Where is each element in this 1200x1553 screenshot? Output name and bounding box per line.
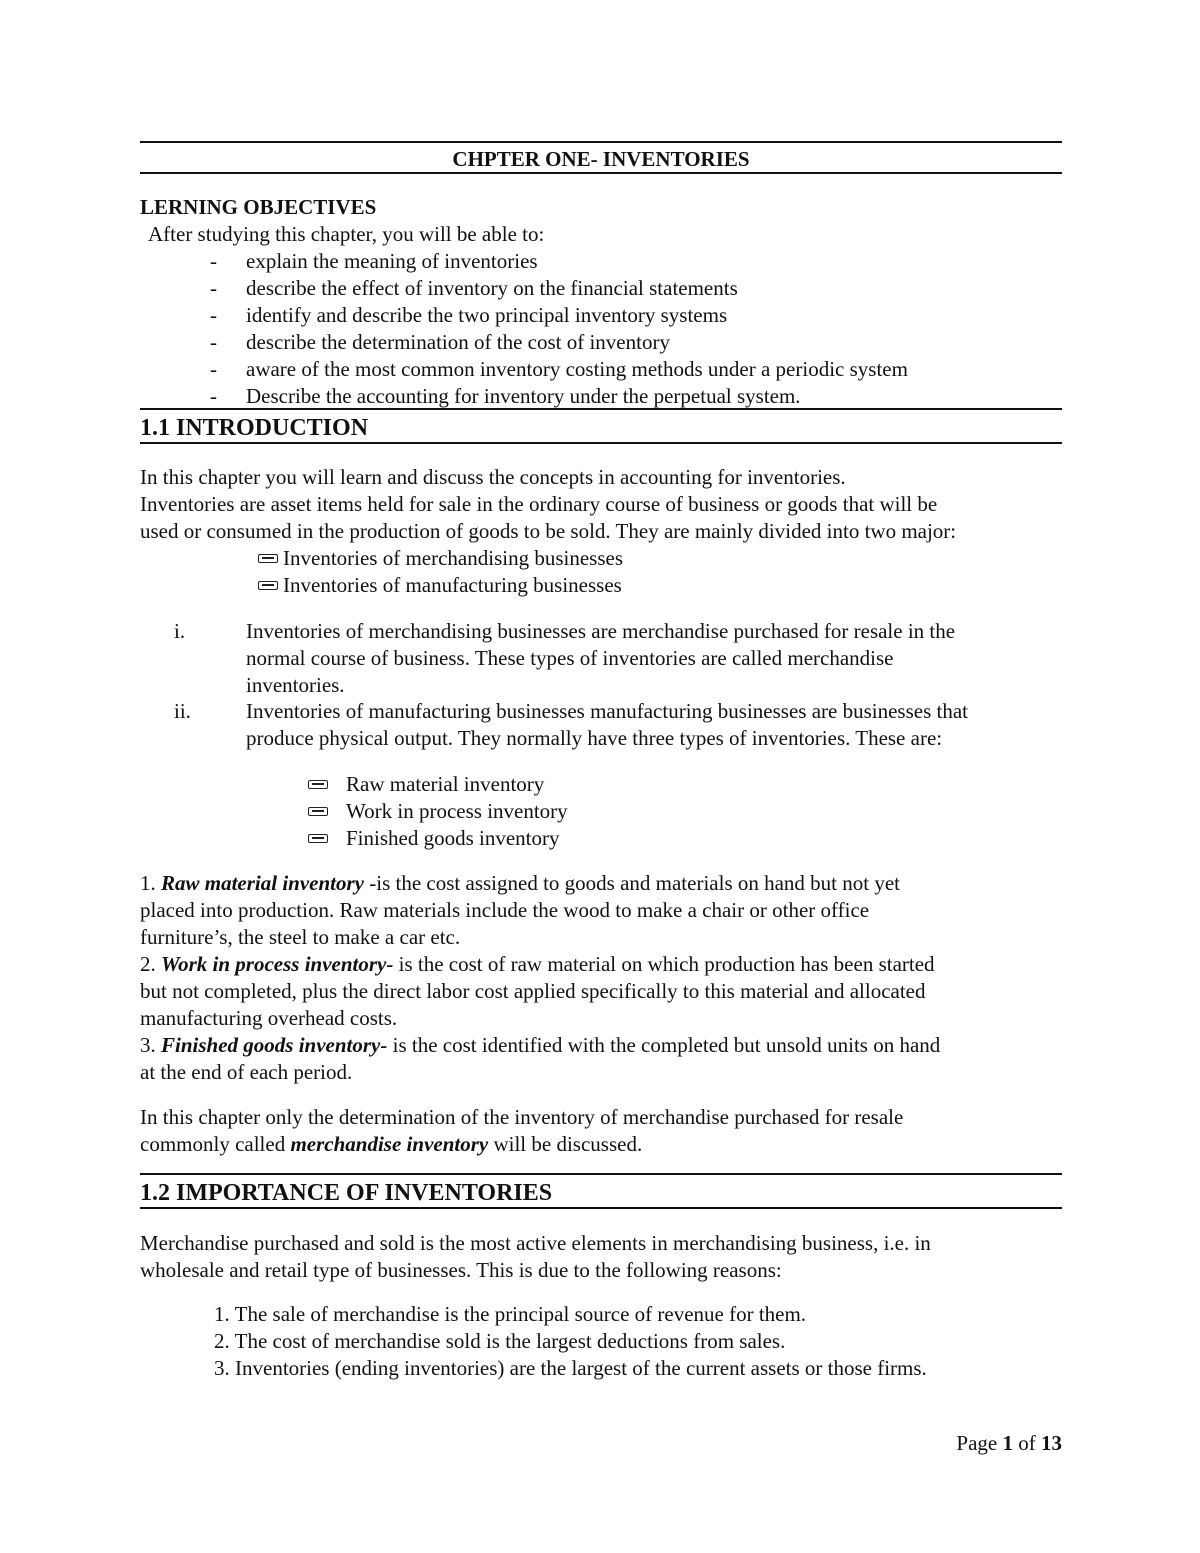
dash-marker: - — [210, 357, 217, 381]
list-item: 1. The sale of merchandise is the principal source of revenue for them. — [214, 1302, 807, 1326]
keyboard-bullet-icon — [258, 554, 278, 563]
objectives-heading: LERNING OBJECTIVES — [140, 195, 377, 219]
keyboard-bullet-icon — [308, 807, 328, 816]
keyboard-bullet-icon — [308, 780, 328, 789]
section-rule — [140, 1173, 1062, 1175]
list-item: Inventories of manufacturing businesses — [140, 572, 623, 599]
section-rule — [140, 408, 1062, 410]
page-number: Page 1 of 13 — [956, 1431, 1062, 1455]
definition-raw-material: 1. Raw material inventory -is the cost assigned to goods and materials on hand but not yet placed into production. Raw materials include the wood to make a chair or other office furniture’s, the steel to make a car etc. — [140, 871, 901, 949]
reasons-list — [214, 1301, 927, 1382]
list-item: Inventories of merchandising businesses — [140, 545, 623, 572]
title-bottom-rule — [140, 172, 1062, 174]
definition-work-in-process: 2. Work in process inventory- is the cost of raw material on which production has been started but not completed, plus the direct labor cost applied specifically to this material and allocated manufacturing overhead costs. — [140, 952, 935, 1030]
list-item: 2. The cost of merchandise sold is the largest deductions from sales. — [214, 1329, 786, 1353]
intro-paragraph: used or consumed in the production of goods to be sold. They are mainly divided into two major: — [140, 519, 957, 543]
importance-heading: 1.2 IMPORTANCE OF INVENTORIES — [140, 1180, 553, 1206]
list-item: - describe the effect of inventory on the financial statements — [210, 276, 738, 300]
importance-paragraph: Merchandise purchased and sold is the most active elements in merchandising business, i.e. in — [140, 1231, 931, 1255]
major-types-list — [140, 545, 623, 599]
list-item: - explain the meaning of inventories — [210, 249, 538, 273]
dash-marker: - — [210, 303, 217, 327]
document-page: CHPTER ONE- INVENTORIES LERNING OBJECTIVES After studying this chapter, you will be able to: - explain the meaning of inventories - describe the effect of inventory on the financial statements - identify and describe the two principal inventory systems - describe the determination of the cost of inventory - aware of the most common inventory costing methods under a periodic system - Describe the accounting for inventory under the perpetual system. 1.1 INTRODUCTION In this chapter you will learn and discuss the concepts in accounting for inventories. Inventories are asset items held for sale in the ordinary course of business or goods that will be used or consumed in the production of goods to be sold. They are mainly divided into two major: Inventories of merchandising businesses Inventories of manufacturing businesses i. Inventories of merchandising businesses are merchandise purchased for resale in the normal course of business. These types of inventories are called merchandise inventories. ii. Inventories of manufacturing businesses manufacturing businesses are businesses that produce physical output. They normally have three types of inventories. These are: Raw material inventory Work in process inventory Finished goods inventory 1. Raw material inventory -is the cost assigned to goods and materials on hand but not yet placed into production. Raw materials include the wood to make a chair or other office furniture’s, the steel to make a car etc. 2. Work in process inventory- is the cost of raw material on which production has been started but not completed, plus the direct labor cost applied specifically to this material and allocated manufacturing overhead costs. 3. Finished goods inventory- is the cost identified with the completed but unsold units on hand at the end of each period. In this chapter only the determination of the inventory of merchandise purchased for resale commonly called merchandise inventory will be discussed. 1.2 IMPORTANCE OF INVENTORIES Merchandise purchased and sold is the most active elements in merchandising business, i.e. in wholesale and retail type of businesses. This is due to the following reasons: 1. The sale of merchandise is the principal source of revenue for them. 2. The cost of merchandise sold is the largest deductions from sales. 3. Inventories (ending inventories) are the largest of the current assets or those firms. Page 1 of 13 — [140, 0, 1062, 1553]
list-item: Finished goods inventory — [140, 825, 568, 852]
title-top-rule — [140, 141, 1062, 143]
importance-paragraph: wholesale and retail type of businesses. This is due to the following reasons: — [140, 1258, 782, 1282]
list-item: 3. Inventories (ending inventories) are the largest of the current assets or those firms. — [214, 1356, 927, 1380]
dash-marker: - — [210, 276, 217, 300]
intro-paragraph: In this chapter you will learn and discuss the concepts in accounting for inventories. — [140, 465, 846, 489]
objectives-list — [140, 248, 908, 410]
list-item: - Describe the accounting for inventory under the perpetual system. — [210, 384, 801, 408]
keyboard-bullet-icon — [258, 581, 278, 590]
list-item: - describe the determination of the cost of inventory — [210, 330, 670, 354]
keyboard-bullet-icon — [308, 834, 328, 843]
list-item: Work in process inventory — [140, 798, 568, 825]
dash-marker: - — [210, 384, 217, 408]
definition-finished-goods: 3. Finished goods inventory- is the cost identified with the completed but unsold units on hand at the end of each period. — [140, 1033, 941, 1084]
intro-paragraph: Inventories are asset items held for sale in the ordinary course of business or goods that will be — [140, 492, 938, 516]
chapter-title: CHPTER ONE- INVENTORIES — [452, 147, 750, 171]
objectives-intro: After studying this chapter, you will be able to: — [148, 222, 545, 246]
introduction-heading: 1.1 INTRODUCTION — [140, 415, 369, 441]
manufacturing-types-list — [140, 771, 568, 852]
section-rule — [140, 442, 1062, 444]
section-rule — [140, 1207, 1062, 1209]
list-item: - aware of the most common inventory costing methods under a periodic system — [210, 357, 908, 381]
dash-marker: - — [210, 330, 217, 354]
list-item: - identify and describe the two principal inventory systems — [210, 303, 728, 327]
closing-paragraph: In this chapter only the determination of the inventory of merchandise purchased for resale commonly called merchandise inventory will be discussed. — [140, 1105, 904, 1156]
dash-marker: - — [210, 249, 217, 273]
list-item: Raw material inventory — [140, 771, 568, 798]
